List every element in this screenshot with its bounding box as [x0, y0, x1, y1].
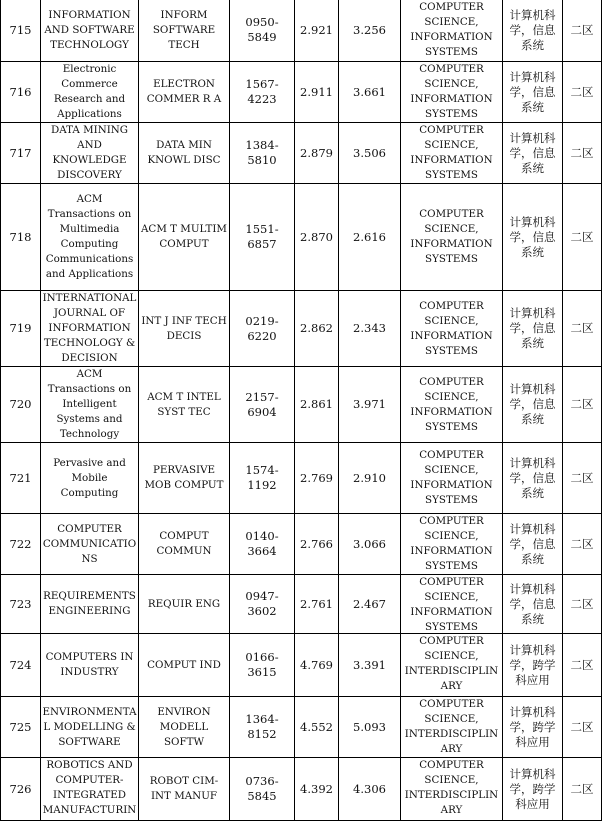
cas-zone-cell: [563, 758, 602, 821]
impact-factor: 4.769: [300, 657, 333, 672]
journal-abbreviation-cell: [139, 575, 230, 634]
row-number: 725: [9, 719, 32, 734]
subject-field-cell: [401, 575, 503, 634]
subject-category-cn-cell: [503, 634, 563, 697]
row-number-cell: [1, 291, 41, 367]
journal-abbreviation-cell: [139, 634, 230, 697]
five-year-impact-factor: 3.066: [353, 536, 386, 551]
row-number: 721: [9, 470, 32, 485]
journal-abbreviation: INT J INF TECH DECIS: [141, 314, 227, 342]
subject-category-cn-cell: [503, 62, 563, 123]
journal-title: ENVIRONMENTAL MODELLING & SOFTWARE: [42, 705, 137, 748]
subject-category-cn-cell: [503, 123, 563, 184]
subject-category-cn: 计算机科学，信息系统: [509, 7, 556, 52]
cas-zone-cell: [563, 443, 602, 514]
row-number-cell: [1, 367, 41, 443]
subject-category-cn: 计算机科学，跨学科应用: [509, 642, 556, 687]
subject-category-cn: 计算机科学，信息系统: [509, 214, 556, 259]
row-number: 717: [9, 145, 32, 160]
cas-zone: 二区: [570, 229, 594, 244]
subject-category-cn-cell: [503, 758, 563, 821]
impact-factor: 2.861: [300, 397, 333, 411]
journal-abbreviation: ENVIRON MODELL SOFTW: [157, 705, 211, 748]
subject-category-cn: 计算机科学，跨学科应用: [509, 704, 556, 749]
subject-field-cell: [401, 443, 503, 514]
impact-factor: 4.552: [300, 719, 333, 734]
row-number-cell: [1, 634, 41, 697]
subject-category-cn: 计算机科学，信息系统: [509, 130, 556, 175]
subject-field: COMPUTER SCIENCE, INFORMATION SYSTEMS: [410, 375, 493, 433]
impact-factor: 2.766: [300, 536, 333, 551]
cas-zone: 二区: [570, 719, 594, 734]
five-year-impact-factor: 3.506: [353, 145, 386, 160]
issn: 1551-6857: [245, 222, 279, 251]
five-year-impact-factor: 2.910: [353, 470, 386, 485]
journal-abbreviation: ACM T MULTIM COMPUT: [141, 223, 227, 250]
row-number: 723: [9, 596, 32, 611]
journal-title-cell: [41, 575, 139, 634]
subject-category-cn: 计算机科学，信息系统: [509, 521, 556, 566]
issn-cell: [230, 634, 295, 697]
journal-abbreviation-cell: [139, 697, 230, 758]
impact-factor-cell: [295, 123, 339, 184]
subject-field-cell: [401, 697, 503, 758]
issn: 1574-1192: [245, 463, 279, 492]
journal-abbreviation: ACM T INTEL SYST TEC: [147, 390, 221, 418]
cas-zone: 二区: [570, 22, 594, 37]
impact-factor-cell: [295, 514, 339, 575]
cas-zone-cell: [563, 514, 602, 575]
journal-abbreviation-cell: [139, 443, 230, 514]
five-year-impact-factor-cell: [339, 575, 401, 634]
five-year-impact-factor-cell: [339, 291, 401, 367]
issn-cell: [230, 62, 295, 123]
cas-zone-cell: [563, 367, 602, 443]
journal-abbreviation: ROBOT CIM-INT MANUF: [149, 775, 219, 802]
cas-zone: 二区: [570, 470, 594, 485]
cas-zone: 二区: [570, 657, 594, 672]
row-number-cell: [1, 443, 41, 514]
row-number-cell: [1, 62, 41, 123]
subject-field: COMPUTER SCIENCE, INFORMATION SYSTEMS: [410, 299, 493, 357]
five-year-impact-factor-cell: [339, 62, 401, 123]
issn-cell: [230, 514, 295, 575]
journal-title-cell: [41, 443, 139, 514]
five-year-impact-factor-cell: [339, 697, 401, 758]
impact-factor-cell: [295, 291, 339, 367]
subject-category-cn: 计算机科学，信息系统: [509, 69, 556, 114]
subject-field-cell: [401, 367, 503, 443]
table-row: [1, 367, 602, 443]
cas-zone-cell: [563, 123, 602, 184]
subject-field: COMPUTER SCIENCE, INFORMATION SYSTEMS: [410, 124, 493, 181]
five-year-impact-factor-cell: [339, 634, 401, 697]
five-year-impact-factor-cell: [339, 123, 401, 184]
row-number: 722: [9, 536, 32, 551]
table-row: [1, 184, 602, 291]
subject-category-cn-cell: [503, 291, 563, 367]
subject-category-cn: 计算机科学，信息系统: [509, 581, 556, 626]
journal-abbreviation: INFORM SOFTWARE TECH: [152, 8, 216, 51]
journal-title: INTERNATIONAL JOURNAL OF INFORMATION TECHNOLOGY & DECISION: [42, 292, 137, 364]
impact-factor: 2.921: [300, 22, 333, 37]
subject-category-cn: 计算机科学，信息系统: [509, 382, 556, 426]
subject-field-cell: [401, 758, 503, 821]
journal-abbreviation-cell: [139, 62, 230, 123]
five-year-impact-factor: 4.306: [353, 781, 386, 796]
five-year-impact-factor-cell: [339, 184, 401, 291]
cas-zone-cell: [563, 634, 602, 697]
impact-factor-cell: [295, 443, 339, 514]
issn-cell: [230, 697, 295, 758]
journal-abbreviation: COMPUT IND: [147, 658, 221, 671]
five-year-impact-factor: 2.343: [353, 321, 386, 335]
journal-title-cell: [41, 697, 139, 758]
issn-cell: [230, 758, 295, 821]
issn: 1567-4223: [245, 77, 279, 106]
journal-abbreviation: DATA MIN KNOWL DISC: [147, 139, 221, 166]
journal-title-cell: [41, 291, 139, 367]
five-year-impact-factor-cell: [339, 443, 401, 514]
journal-abbreviation-cell: [139, 123, 230, 184]
issn-cell: [230, 443, 295, 514]
subject-category-cn-cell: [503, 514, 563, 575]
subject-field-cell: [401, 514, 503, 575]
journal-title: DATA MINING AND KNOWLEDGE DISCOVERY: [50, 124, 129, 181]
journal-title-cell: [41, 514, 139, 575]
row-number-cell: [1, 575, 41, 634]
cas-zone: 二区: [570, 321, 594, 335]
journal-title: COMPUTER COMMUNICATIONS: [42, 522, 137, 565]
row-number: 715: [9, 22, 32, 37]
five-year-impact-factor-cell: [339, 367, 401, 443]
cas-zone-cell: [563, 291, 602, 367]
subject-category-cn: 计算机科学，信息系统: [509, 306, 556, 350]
five-year-impact-factor-cell: [339, 0, 401, 62]
journal-abbreviation-cell: [139, 184, 230, 291]
five-year-impact-factor: 2.616: [353, 229, 386, 244]
table-row: [1, 291, 602, 367]
cas-zone-cell: [563, 62, 602, 123]
five-year-impact-factor: 3.661: [353, 84, 386, 99]
journal-title: ACM Transactions on Multimedia Computing Communications and Applications: [45, 193, 134, 280]
row-number-cell: [1, 0, 41, 62]
table-row: [1, 697, 602, 758]
journal-title: REQUIREMENTS ENGINEERING: [43, 590, 136, 617]
subject-field: COMPUTER SCIENCE, INFORMATION SYSTEMS: [410, 1, 493, 58]
cas-zone: 二区: [570, 145, 594, 160]
journal-abbreviation: ELECTRON COMMER R A: [146, 78, 222, 105]
subject-field: COMPUTER SCIENCE, INFORMATION SYSTEMS: [410, 515, 493, 572]
impact-factor-cell: [295, 634, 339, 697]
journal-title-cell: [41, 62, 139, 123]
subject-field: COMPUTER SCIENCE, INTERDISCIPLINARY: [404, 698, 499, 755]
subject-field-cell: [401, 0, 503, 62]
journal-abbreviation: COMPUT COMMUN: [156, 530, 212, 557]
journal-title: INFORMATION AND SOFTWARE TECHNOLOGY: [44, 8, 135, 51]
journal-title-cell: [41, 758, 139, 821]
issn: 0950-5849: [245, 15, 279, 44]
row-number-cell: [1, 697, 41, 758]
subject-category-cn-cell: [503, 697, 563, 758]
issn-cell: [230, 575, 295, 634]
subject-field-cell: [401, 291, 503, 367]
journal-abbreviation-cell: [139, 0, 230, 62]
journal-abbreviation: REQUIR ENG: [147, 597, 221, 610]
five-year-impact-factor: 2.467: [353, 596, 386, 611]
five-year-impact-factor: 3.971: [353, 397, 386, 411]
subject-category-cn-cell: [503, 575, 563, 634]
impact-factor-cell: [295, 0, 339, 62]
impact-factor: 4.392: [300, 781, 333, 796]
issn: 0166-3615: [245, 650, 279, 679]
issn: 1364-8152: [245, 712, 279, 741]
subject-field-cell: [401, 62, 503, 123]
issn: 0219-6220: [245, 313, 279, 343]
row-number: 726: [9, 781, 32, 796]
journal-abbreviation: PERVASIVE MOB COMPUT: [144, 464, 224, 491]
issn: 1384-5810: [245, 138, 279, 167]
journal-abbreviation-cell: [139, 514, 230, 575]
impact-factor-cell: [295, 697, 339, 758]
subject-category-cn: 计算机科学，信息系统: [509, 455, 556, 500]
issn: 0736-5845: [245, 774, 279, 803]
subject-field-cell: [401, 634, 503, 697]
issn-cell: [230, 0, 295, 62]
impact-factor: 2.879: [300, 145, 333, 160]
subject-category-cn-cell: [503, 0, 563, 62]
table-row: [1, 575, 602, 634]
subject-category-cn-cell: [503, 184, 563, 291]
row-number-cell: [1, 184, 41, 291]
impact-factor: 2.769: [300, 470, 333, 485]
journal-abbreviation-cell: [139, 758, 230, 821]
cas-zone-cell: [563, 697, 602, 758]
table-row: [1, 758, 602, 821]
cas-zone: 二区: [570, 596, 594, 611]
issn: 2157-6904: [245, 389, 279, 419]
impact-factor: 2.870: [300, 229, 333, 244]
row-number: 716: [9, 84, 32, 99]
subject-field: COMPUTER SCIENCE, INFORMATION SYSTEMS: [410, 449, 493, 506]
row-number: 719: [9, 321, 32, 335]
five-year-impact-factor: 5.093: [353, 719, 386, 734]
journal-title-cell: [41, 634, 139, 697]
journal-title-cell: [41, 367, 139, 443]
journal-title-cell: [41, 123, 139, 184]
table-row: [1, 443, 602, 514]
issn-cell: [230, 367, 295, 443]
subject-field: COMPUTER SCIENCE, INFORMATION SYSTEMS: [410, 208, 493, 265]
impact-factor-cell: [295, 575, 339, 634]
issn-cell: [230, 184, 295, 291]
impact-factor-cell: [295, 367, 339, 443]
table-row: [1, 514, 602, 575]
impact-factor: 2.862: [300, 321, 333, 335]
table-row: [1, 62, 602, 123]
row-number: 720: [9, 397, 32, 411]
issn: 0947-3602: [245, 589, 279, 618]
table-row: [1, 634, 602, 697]
issn-cell: [230, 291, 295, 367]
row-number: 718: [9, 229, 32, 244]
impact-factor-cell: [295, 184, 339, 291]
row-number: 724: [9, 657, 32, 672]
cas-zone: 二区: [570, 536, 594, 551]
impact-factor: 2.911: [300, 84, 333, 99]
impact-factor-cell: [295, 758, 339, 821]
subject-field: COMPUTER SCIENCE, INTERDISCIPLINARY: [404, 759, 499, 816]
five-year-impact-factor: 3.256: [353, 22, 386, 37]
table-row: [1, 123, 602, 184]
subject-field: COMPUTER SCIENCE, INTERDISCIPLINARY: [404, 635, 499, 692]
subject-category-cn-cell: [503, 367, 563, 443]
five-year-impact-factor: 3.391: [353, 657, 386, 672]
cas-zone: 二区: [570, 397, 594, 411]
journal-title: ROBOTICS AND COMPUTER-INTEGRATED MANUFACTURIN: [42, 759, 137, 816]
issn: 0140-3664: [245, 529, 279, 558]
table-row: [1, 0, 602, 62]
row-number-cell: [1, 514, 41, 575]
table-body: [1, 0, 602, 821]
journal-abbreviation-cell: [139, 367, 230, 443]
journal-abbreviation-cell: [139, 291, 230, 367]
cas-zone: 二区: [570, 84, 594, 99]
issn-cell: [230, 123, 295, 184]
cas-zone: 二区: [570, 781, 594, 796]
journal-title: ACM Transactions on Intelligent Systems and Technology: [47, 368, 132, 440]
row-number-cell: [1, 758, 41, 821]
five-year-impact-factor-cell: [339, 514, 401, 575]
journal-title: Pervasive and Mobile Computing: [53, 456, 126, 499]
cas-zone-cell: [563, 0, 602, 62]
subject-category-cn-cell: [503, 443, 563, 514]
subject-field: COMPUTER SCIENCE, INFORMATION SYSTEMS: [410, 63, 493, 120]
subject-field-cell: [401, 123, 503, 184]
impact-factor: 2.761: [300, 596, 333, 611]
subject-field-cell: [401, 184, 503, 291]
impact-factor-cell: [295, 62, 339, 123]
journal-title-cell: [41, 0, 139, 62]
subject-category-cn: 计算机科学，跨学科应用: [509, 766, 556, 811]
cas-zone-cell: [563, 575, 602, 634]
cas-zone-cell: [563, 184, 602, 291]
journal-title: COMPUTERS IN INDUSTRY: [45, 651, 134, 678]
subject-field: COMPUTER SCIENCE, INFORMATION SYSTEMS: [410, 576, 493, 633]
row-number-cell: [1, 123, 41, 184]
journal-title-cell: [41, 184, 139, 291]
journal-title: Electronic Commerce Research and Applications: [53, 63, 126, 120]
five-year-impact-factor-cell: [339, 758, 401, 821]
